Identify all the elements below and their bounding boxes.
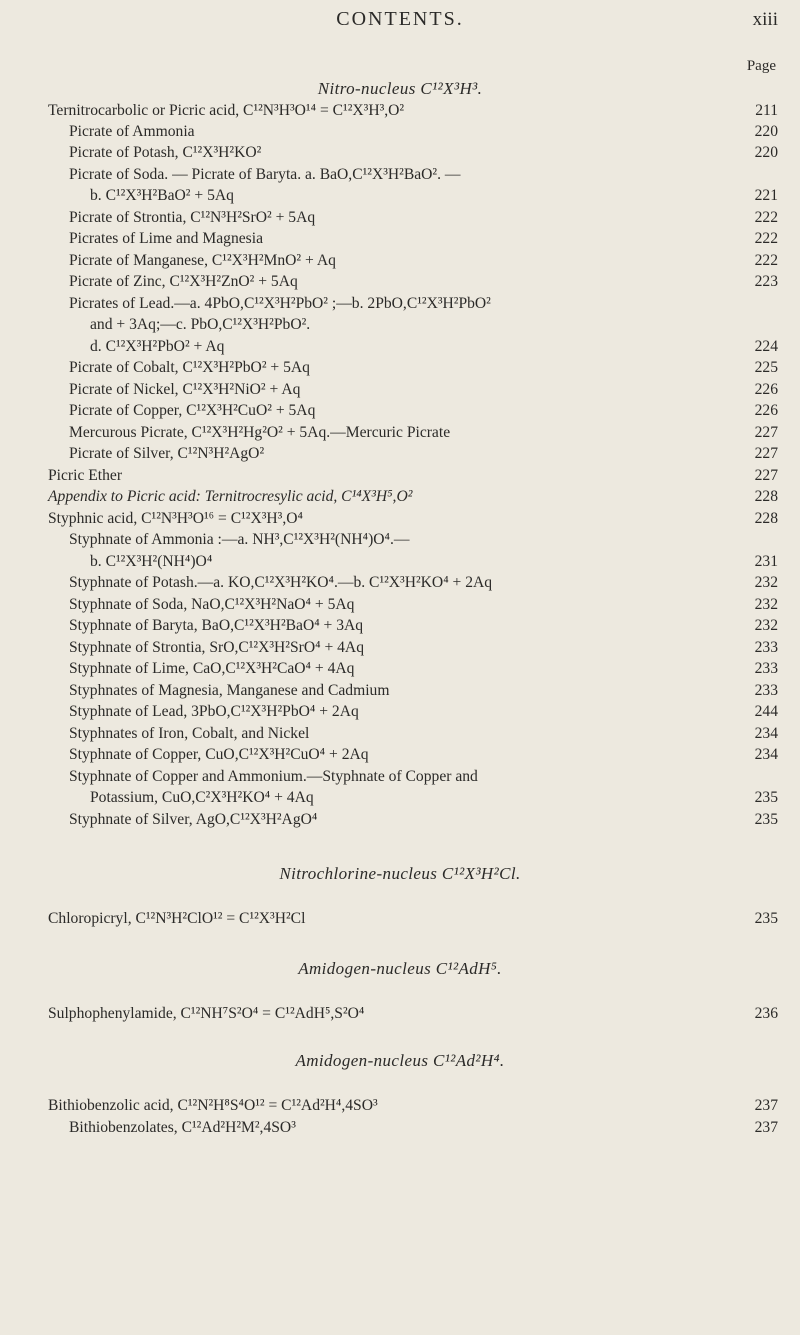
toc-entry: Picric Ether 227 [48, 467, 778, 484]
toc-entry: Styphnate of Copper and Ammonium.—Styphnate of Copper and [69, 768, 478, 785]
toc-entry: Styphnate of Ammonia :—a. NH³,C¹²X³H²(NH⁴)O⁴.— [69, 531, 410, 548]
toc-entry: Picrate of Zinc, C¹²X³H²ZnO² + 5Aq 223 [69, 273, 778, 290]
toc-entry: Picrate of Nickel, C¹²X³H²NiO² + Aq 226 [69, 381, 778, 398]
section-heading: Amidogen-nucleus C¹²Ad²H⁴. [295, 1051, 505, 1070]
running-header: CONTENTS. [336, 8, 464, 30]
toc-entry: Picrate of Copper, C¹²X³H²CuO² + 5Aq 226 [69, 402, 778, 419]
toc-entry: Picrate of Potash, C¹²X³H²KO² 220 [69, 144, 778, 161]
toc-entry: b. C¹²X³H²BaO² + 5Aq 221 [90, 187, 778, 204]
toc-entry: Styphnate of Soda, NaO,C¹²X³H²NaO⁴ + 5Aq 232 [69, 596, 778, 613]
toc-entry: d. C¹²X³H²PbO² + Aq 224 [90, 338, 778, 355]
toc-entry: Sulphophenylamide, C¹²NH⁷S²O⁴ = C¹²AdH⁵,S²O⁴ 236 [48, 1005, 778, 1022]
toc-entry: Bithiobenzolic acid, C¹²N²H⁸S⁴O¹² = C¹²Ad²H⁴,4SO³ 237 [48, 1097, 778, 1114]
toc-entry: Picrates of Lime and Magnesia 222 [69, 230, 778, 247]
toc-entry: b. C¹²X³H²(NH⁴)O⁴ 231 [90, 553, 778, 570]
toc-entry: Styphnates of Magnesia, Manganese and Cadmium 233 [69, 682, 778, 699]
toc-entry: Styphnate of Baryta, BaO,C¹²X³H²BaO⁴ + 3Aq 232 [69, 617, 778, 634]
toc-entry: and + 3Aq;—c. PbO,C¹²X³H²PbO². [90, 316, 311, 333]
toc-entry: Styphnate of Lead, 3PbO,C¹²X³H²PbO⁴ + 2Aq 244 [69, 703, 778, 720]
toc-entry: Picrate of Ammonia 220 [69, 123, 778, 140]
toc-entry: Chloropicryl, C¹²N³H²ClO¹² = C¹²X³H²Cl 235 [48, 910, 778, 927]
toc-entry: Styphnic acid, C¹²N³H³O¹⁶ = C¹²X³H³,O⁴ 228 [48, 510, 778, 527]
toc-entry: Appendix to Picric acid: Ternitrocresylic acid, C¹⁴X³H⁵,O² 228 [48, 488, 778, 505]
toc-entry: Picrates of Lead.—a. 4PbO,C¹²X³H²PbO² ;—b. 2PbO,C¹²X³H²PbO² [69, 295, 491, 312]
toc-entry: Styphnate of Lime, CaO,C¹²X³H²CaO⁴ + 4Aq 233 [69, 660, 778, 677]
toc-entry: Picrate of Silver, C¹²N³H²AgO² 227 [69, 445, 778, 462]
section-heading: Nitrochlorine-nucleus C¹²X³H²Cl. [279, 864, 521, 883]
toc-entry: Styphnate of Silver, AgO,C¹²X³H²AgO⁴ 235 [69, 811, 778, 828]
page-number: xiii [752, 9, 778, 30]
toc-entry: Styphnate of Potash.—a. KO,C¹²X³H²KO⁴.—b. C¹²X³H²KO⁴ + 2Aq 232 [69, 574, 778, 591]
section-heading: Nitro-nucleus C¹²X³H³. [317, 79, 483, 98]
toc-entry: Picrate of Strontia, C¹²N³H²SrO² + 5Aq 222 [69, 209, 778, 226]
toc-entry: Picrate of Manganese, C¹²X³H²MnO² + Aq 222 [69, 252, 778, 269]
toc-entry: Mercurous Picrate, C¹²X³H²Hg²O² + 5Aq.—Mercuric Picrate 227 [69, 424, 778, 441]
toc-entry: Picrate of Cobalt, C¹²X³H²PbO² + 5Aq 225 [69, 359, 778, 376]
toc-entry: Ternitrocarbolic or Picric acid, C¹²N³H³O¹⁴ = C¹²X³H³,O² 211 [48, 102, 778, 119]
section-heading: Amidogen-nucleus C¹²AdH⁵. [298, 959, 502, 978]
toc-entry: Picrate of Soda. — Picrate of Baryta. a. BaO,C¹²X³H²BaO². — [69, 166, 461, 183]
toc-entry: Styphnates of Iron, Cobalt, and Nickel 234 [69, 725, 778, 742]
toc-entry: Potassium, CuO,C²X³H²KO⁴ + 4Aq 235 [90, 789, 778, 806]
toc-entry: Styphnate of Copper, CuO,C¹²X³H²CuO⁴ + 2Aq 234 [69, 746, 778, 763]
toc-entry: Bithiobenzolates, C¹²Ad²H²M²,4SO³ 237 [69, 1119, 778, 1136]
toc-entry: Styphnate of Strontia, SrO,C¹²X³H²SrO⁴ + 4Aq 233 [69, 639, 778, 656]
page-column-label: Page [746, 58, 776, 74]
